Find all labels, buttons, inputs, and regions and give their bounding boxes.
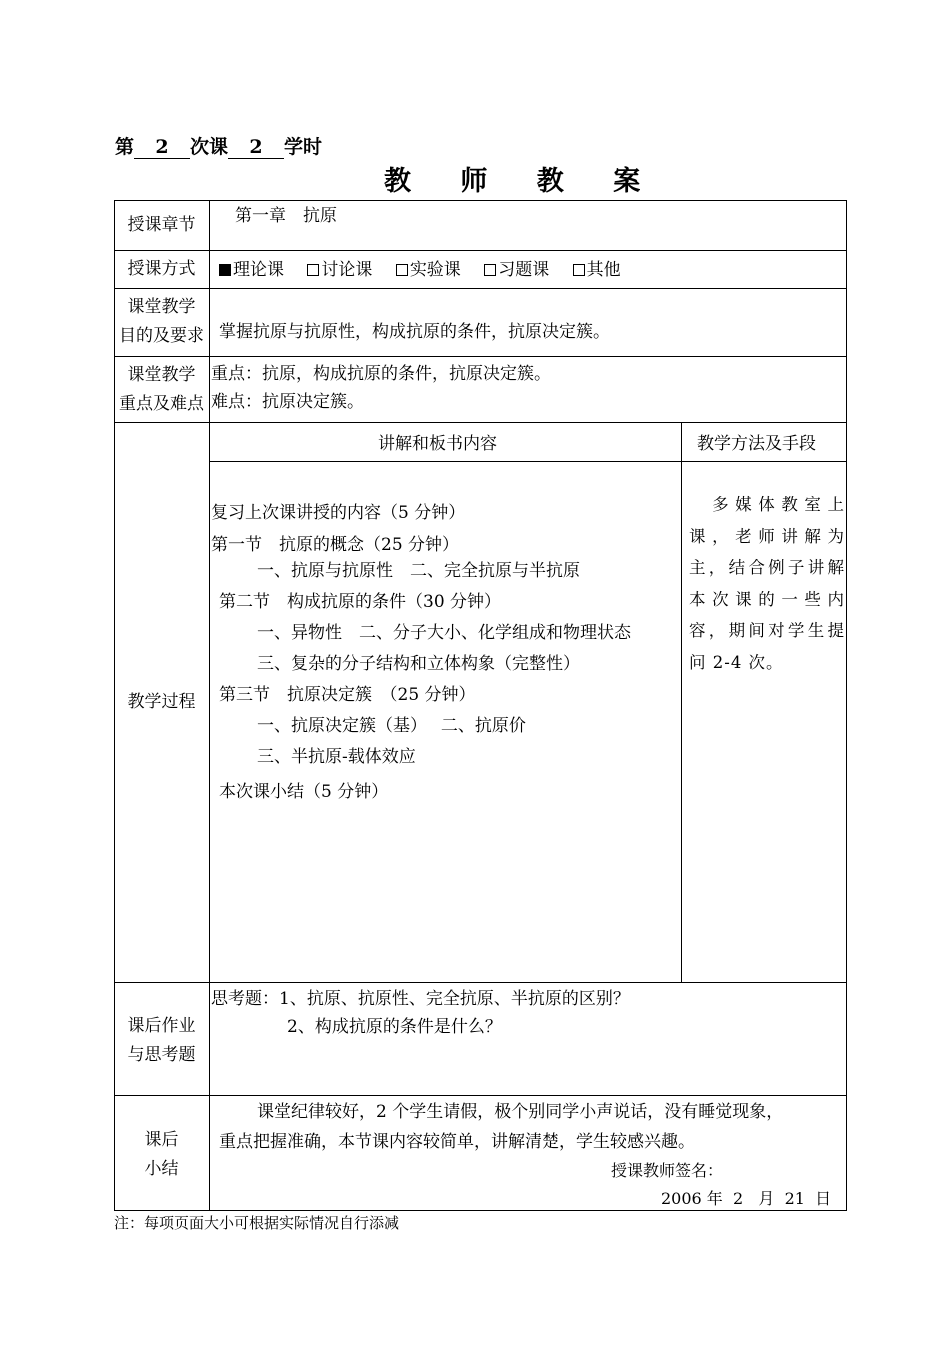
- footnote: 注：每项页面大小可根据实际情况自行添减: [114, 1214, 400, 1232]
- content-line: 第二节 构成抗原的条件（30 分钟）: [219, 592, 502, 612]
- summary-date: 2006 年 2 月 21 日: [661, 1189, 832, 1208]
- option-theory[interactable]: 理论课: [219, 260, 284, 280]
- table-border-bottom: [114, 1210, 847, 1211]
- page-title: 教 师 教 案: [384, 166, 661, 197]
- lesson-number: 2: [134, 136, 190, 159]
- content-line: 一、抗原决定簇（基） 二、抗原价: [257, 716, 526, 736]
- row-divider: [114, 288, 847, 289]
- summary-line-1: 课堂纪律较好，2 个学生请假，极个别同学小声说话，没有睡觉现象，: [257, 1102, 784, 1122]
- mode-label: 授课方式: [127, 259, 196, 279]
- mode-options: [219, 260, 639, 280]
- row-divider: [114, 422, 847, 423]
- summary-line-2: 重点把握准确，本节课内容较简单，讲解清楚，学生较感兴趣。: [219, 1132, 695, 1152]
- table-border-right: [846, 200, 847, 1210]
- header-suffix: 学时: [284, 136, 323, 158]
- content-line: 本次课小结（5 分钟）: [219, 782, 389, 802]
- method-column-header: 教学方法及手段: [697, 434, 816, 454]
- keypoints-label: 课堂教学 重点及难点: [119, 365, 204, 414]
- content-line: 三、复杂的分子结构和立体构象（完整性）: [257, 654, 580, 674]
- checkbox-empty-icon: [484, 264, 496, 276]
- method-text: 多媒体教室上课，老师讲解为主，结合例子讲解本次课的一些内容，期间对学生提问 2-4 次。: [689, 495, 845, 672]
- table-border-top: [114, 200, 847, 201]
- content-column-header: 讲解和板书内容: [378, 434, 497, 454]
- content-line: 三、半抗原-载体效应: [257, 747, 416, 767]
- content-line: 复习上次课讲授的内容（5 分钟）: [211, 503, 466, 523]
- content-line: 一、异物性 二、分子大小、化学组成和物理状态: [257, 623, 631, 643]
- lesson-hours: 2: [228, 136, 284, 159]
- homework-label: 课后作业 与思考题: [127, 1016, 196, 1065]
- content-line: 第三节 抗原决定簇 （25 分钟）: [219, 685, 476, 705]
- row-divider: [114, 982, 847, 983]
- chapter-value: 第一章 抗原: [235, 206, 337, 226]
- checkbox-empty-icon: [573, 264, 585, 276]
- checkbox-checked-icon: [219, 264, 231, 276]
- homework-line-2: 2、构成抗原的条件是什么？: [287, 1017, 502, 1037]
- goals-label: 课堂教学 目的及要求: [119, 297, 204, 346]
- keypoints-line-1: 重点：抗原，构成抗原的条件，抗原决定簇。: [211, 364, 551, 384]
- row-divider: [114, 250, 847, 251]
- content-line: 一、抗原与抗原性 二、完全抗原与半抗原: [257, 561, 580, 581]
- teacher-signature-label: 授课教师签名：: [611, 1161, 724, 1180]
- process-label: 教学过程: [127, 692, 196, 712]
- option-exercise[interactable]: 习题课: [484, 260, 549, 280]
- option-discussion[interactable]: 讨论课: [307, 260, 372, 280]
- option-lab[interactable]: 实验课: [396, 260, 461, 280]
- header-middle: 次课: [190, 136, 229, 158]
- column-divider: [209, 200, 210, 1210]
- homework-line-1: 思考题：1、抗原、抗原性、完全抗原、半抗原的区别？: [211, 989, 630, 1009]
- option-other[interactable]: 其他: [573, 260, 621, 280]
- goals-value: 掌握抗原与抗原性，构成抗原的条件，抗原决定簇。: [219, 322, 610, 342]
- row-divider: [209, 461, 847, 462]
- column-divider: [681, 422, 682, 982]
- checkbox-empty-icon: [396, 264, 408, 276]
- lesson-header: [115, 136, 322, 159]
- checkbox-empty-icon: [307, 264, 319, 276]
- header-prefix: 第: [115, 136, 135, 158]
- row-divider: [114, 356, 847, 357]
- summary-label: 课后 小结: [144, 1130, 179, 1179]
- content-line: 第一节 抗原的概念（25 分钟）: [211, 535, 460, 555]
- keypoints-line-2: 难点：抗原决定簇。: [211, 392, 364, 412]
- chapter-label: 授课章节: [127, 215, 196, 235]
- row-divider: [114, 1095, 847, 1096]
